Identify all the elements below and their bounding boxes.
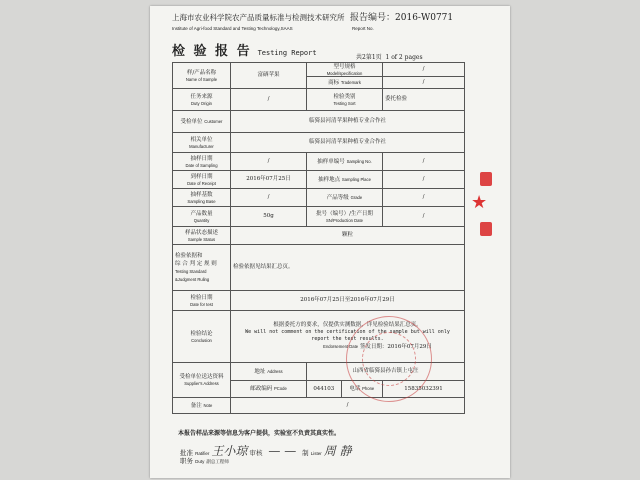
sample-name-label: 样/产品名称 Name of Sample xyxy=(173,63,231,89)
quantity-value: 50g xyxy=(231,207,307,227)
sampling-place-value: / xyxy=(383,171,465,189)
test-date-label: 检验日期 Date for test xyxy=(173,291,231,311)
receipt-date-value: 2016年07月25日 xyxy=(231,171,307,189)
quantity-label: 产品数量 Quantity xyxy=(173,207,231,227)
address-value: 山西省临猗县孙吉镇上屯庄 xyxy=(307,363,465,381)
note-label: 备注 Note xyxy=(173,398,231,414)
footer-notice: 本报告样品来源等信息为客户提供，实验室不负责其真实性。 xyxy=(178,430,341,437)
test-date-value: 2016年07月25日至2016年07月29日 xyxy=(231,291,465,311)
customer-label: 受检单位 Customer xyxy=(173,111,231,133)
sampling-base-label: 抽样基数 Sampling Base xyxy=(173,189,231,207)
manufacturer-label: 相关单位 Manufacturer xyxy=(173,133,231,153)
grade-value: / xyxy=(383,189,465,207)
sample-status-label: 样品状态描述 Sample Status xyxy=(173,227,231,245)
batch-label: 批号（编号）/生产日期 SN/Production Date xyxy=(307,207,383,227)
signature-row: 批准 Ratifier 王小琼 审核 — — 制 Lister 周 静 xyxy=(180,444,352,458)
testing-sort-value: 委托检验 xyxy=(383,89,465,111)
lister-signature: 周 静 xyxy=(323,444,352,458)
star-icon: ★ xyxy=(471,192,488,213)
red-seal-fragment xyxy=(470,170,492,240)
sampling-no-value: / xyxy=(383,153,465,171)
report-number: 报告编号：2016-W0771 xyxy=(350,13,454,23)
testing-standard-value: 检验依据见结果汇总页。 xyxy=(231,245,465,291)
page-title: 检 验 报 告 Testing Report xyxy=(172,44,317,59)
trademark-value: / xyxy=(383,77,465,89)
duty-origin-label: 任务来源 Duty Origin xyxy=(173,89,231,111)
batch-value: / xyxy=(383,207,465,227)
sampling-base-value: / xyxy=(231,189,307,207)
receipt-date-label: 到样日期 Date of Receipt xyxy=(173,171,231,189)
sampling-date-label: 抽样日期 Date of Sampling xyxy=(173,153,231,171)
phone-value: 15835032391 xyxy=(383,381,465,398)
sampling-date-value: / xyxy=(231,153,307,171)
address-label: 地址 Address xyxy=(231,363,307,381)
testing-sort-label: 检验类别 Testing Sort xyxy=(307,89,383,111)
postcode-value: 044103 电话 Phone xyxy=(307,381,383,398)
sampling-no-label: 抽样单编号 Sampling No. xyxy=(307,153,383,171)
sampling-place-label: 抽样地点 Sampling Place xyxy=(307,171,383,189)
conclusion-value: 根据委托方的要求，仅提供实测数据，详见检验结果汇总页。 We will not comment on the certification of the sample but will only report the test results. Endorsement Date 签发日期：2016年07月29日 xyxy=(231,311,465,363)
seal-fragment-bar xyxy=(480,172,492,186)
testing-standard-label: 检验依据和 综 合 判 定 规 则 Testing Standard &Judgment Ruling xyxy=(173,245,231,291)
official-seal-inner xyxy=(362,332,416,386)
institute-name-en: Institute of Agri-food Standard and Testing Technology,SAAS xyxy=(172,26,293,31)
conclusion-label: 检验结论 Conclusion xyxy=(173,311,231,363)
duty-origin-value: / xyxy=(231,89,307,111)
trademark-label: 商标 Trademark xyxy=(307,77,383,89)
note-value: / xyxy=(231,398,465,414)
sample-status-value: 颗粒 xyxy=(231,227,465,245)
postcode-label: 邮政编码 PCode xyxy=(231,381,307,398)
institute-header xyxy=(172,12,454,23)
supplier-label: 受检单位送达资料 Supplier's Address xyxy=(173,363,231,398)
seal-fragment-bar xyxy=(480,222,492,236)
institute-header-en xyxy=(172,26,374,31)
report-number-en: Report No. xyxy=(352,26,374,31)
model-label: 型号规格 Model/specification xyxy=(307,63,383,77)
model-value: / xyxy=(383,63,465,77)
position-row: 职务 Duty 副总工程师 xyxy=(180,457,229,465)
sample-name-value: 富硒苹果 xyxy=(231,63,307,89)
auditor-signature: — — xyxy=(264,444,301,458)
grade-label: 产品等级 Grade xyxy=(307,189,383,207)
institute-name-cn: 上海市农业科学院农产品质量标准与检测技术研究所 xyxy=(172,13,345,22)
manufacturer-value: 临猗县河清苹果种植专业合作社 xyxy=(231,133,465,153)
page-counter: 共2第1页 1 of 2 pages xyxy=(356,54,423,61)
customer-value: 临猗县河清苹果种植专业合作社 xyxy=(231,111,465,133)
ratifier-signature: 王小琼 xyxy=(211,444,248,458)
